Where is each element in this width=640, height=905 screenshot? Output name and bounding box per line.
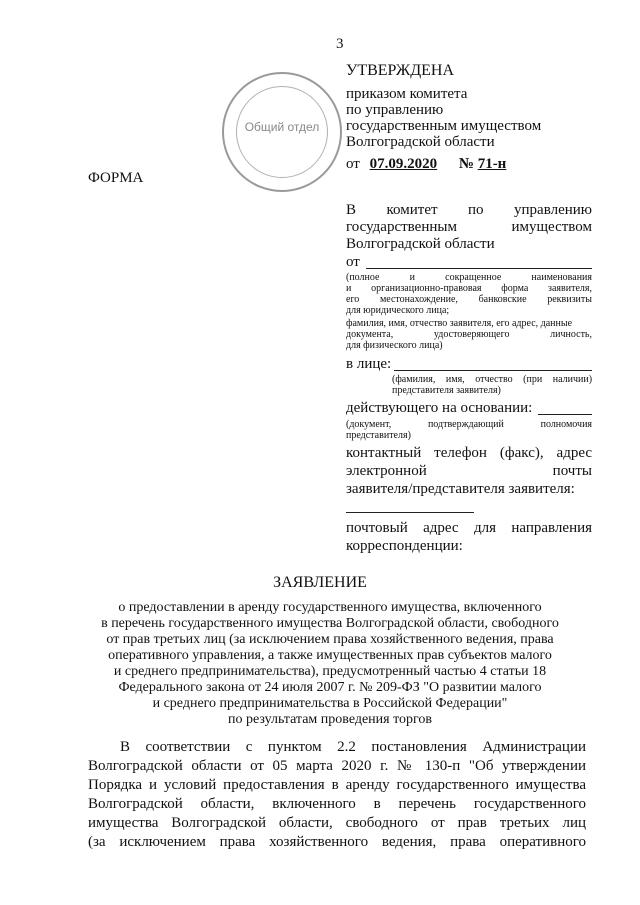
approval-number: 71-н bbox=[477, 156, 507, 172]
approval-heading: УТВЕРЖДЕНА bbox=[346, 62, 455, 79]
approval-line-4: Волгоградской области bbox=[346, 134, 495, 150]
approval-date-line bbox=[346, 156, 506, 173]
subtitle-line: и среднего предпринимательства), предусмотренный частью 4 статьи 18 bbox=[113, 664, 547, 679]
applicant-note-2: и организационно-правовая форма заявителя, bbox=[346, 283, 592, 294]
document-title: ЗАЯВЛЕНИЕ bbox=[273, 574, 367, 591]
approval-line-1: приказом комитета bbox=[346, 86, 468, 102]
applicant-note-1: (полное и сокращенное наименования bbox=[346, 272, 593, 283]
body-line: имущества Волгоградской области, свободного от прав третьих лиц bbox=[88, 815, 586, 831]
subtitle-line: по результатам проведения торгов bbox=[227, 712, 433, 727]
body-line: Волгоградской области от 05 марта 2020 г. № 130-п "Об утверждении bbox=[88, 758, 586, 774]
contact-line-1: контактный телефон (факс), адрес bbox=[346, 445, 593, 461]
document-subtitle bbox=[60, 600, 600, 728]
stamp-label: Общий отдел bbox=[244, 120, 320, 134]
body-line: Порядка и условий предоставления в аренду государственного имущества bbox=[88, 777, 586, 793]
body-line: В соответствии с пунктом 2.2 постановления Администрации bbox=[120, 739, 586, 755]
subtitle-line: оперативного управления, а также имущественных прав субъектов малого bbox=[108, 648, 552, 663]
approval-date: 07.09.2020 bbox=[369, 156, 438, 172]
contact-line-3: заявителя/представителя заявителя: bbox=[346, 481, 575, 497]
addressee-line-1: В комитет по управлению bbox=[346, 202, 593, 218]
basis-note-1: (документ, подтверждающий полномочия bbox=[346, 419, 593, 430]
approval-line-3: государственным имуществом bbox=[346, 118, 542, 134]
subtitle-line: и среднего предпринимательства в Российской Федерации" bbox=[152, 696, 508, 711]
addressee-line-3: Волгоградской области bbox=[346, 236, 495, 252]
page-number: 3 bbox=[336, 36, 344, 52]
subtitle-line: о предоставлении в аренду государственного имущества, включенного bbox=[118, 600, 542, 615]
approval-number-label: № bbox=[458, 156, 474, 172]
representative-note-2: представителя заявителя) bbox=[392, 385, 501, 396]
postal-line-1: почтовый адрес для направления bbox=[346, 520, 593, 536]
subtitle-line: от прав третьих лиц (за исключением права хозяйственного ведения, права bbox=[106, 632, 554, 647]
approval-line-2: по управлению bbox=[346, 102, 444, 118]
from-label: от bbox=[346, 254, 360, 270]
applicant-note-7: для физического лица) bbox=[346, 340, 443, 351]
applicant-note-3: его местонахождение, банковские реквизиты bbox=[346, 294, 592, 305]
contact-fill-line bbox=[346, 512, 474, 513]
subtitle-line: в перечень государственного имущества Волгоградской области, свободного bbox=[101, 616, 559, 631]
basis-label: действующего на основании: bbox=[346, 400, 533, 416]
postal-line-2: корреспонденции: bbox=[346, 538, 463, 554]
addressee-line-2: государственным имуществом bbox=[346, 219, 592, 235]
representative-label: в лице: bbox=[346, 356, 392, 372]
body-line: (за исключением права хозяйственного ведения, права оперативного bbox=[88, 834, 586, 850]
representative-note-1: (фамилия, имя, отчество (при наличии) bbox=[392, 374, 593, 385]
representative-fill-line bbox=[394, 370, 592, 371]
applicant-note-5: фамилия, имя, отчество заявителя, его адрес, данные bbox=[346, 318, 573, 329]
subtitle-line: Федерального закона от 24 июля 2007 г. № 209-ФЗ "О развитии малого bbox=[118, 680, 542, 695]
applicant-note-4: для юридического лица; bbox=[346, 305, 450, 316]
form-label: ФОРМА bbox=[88, 170, 144, 186]
applicant-note-6: документа, удостоверяющего личность, bbox=[346, 329, 592, 340]
basis-fill-line bbox=[538, 414, 592, 415]
from-fill-line bbox=[366, 268, 592, 269]
contact-line-2: электронной почты bbox=[346, 463, 592, 479]
body-line: Волгоградской области, включенного в перечень государственного bbox=[88, 796, 586, 812]
approval-from-label: от bbox=[346, 156, 360, 172]
office-stamp bbox=[222, 72, 342, 192]
basis-note-2: представителя) bbox=[346, 430, 411, 441]
